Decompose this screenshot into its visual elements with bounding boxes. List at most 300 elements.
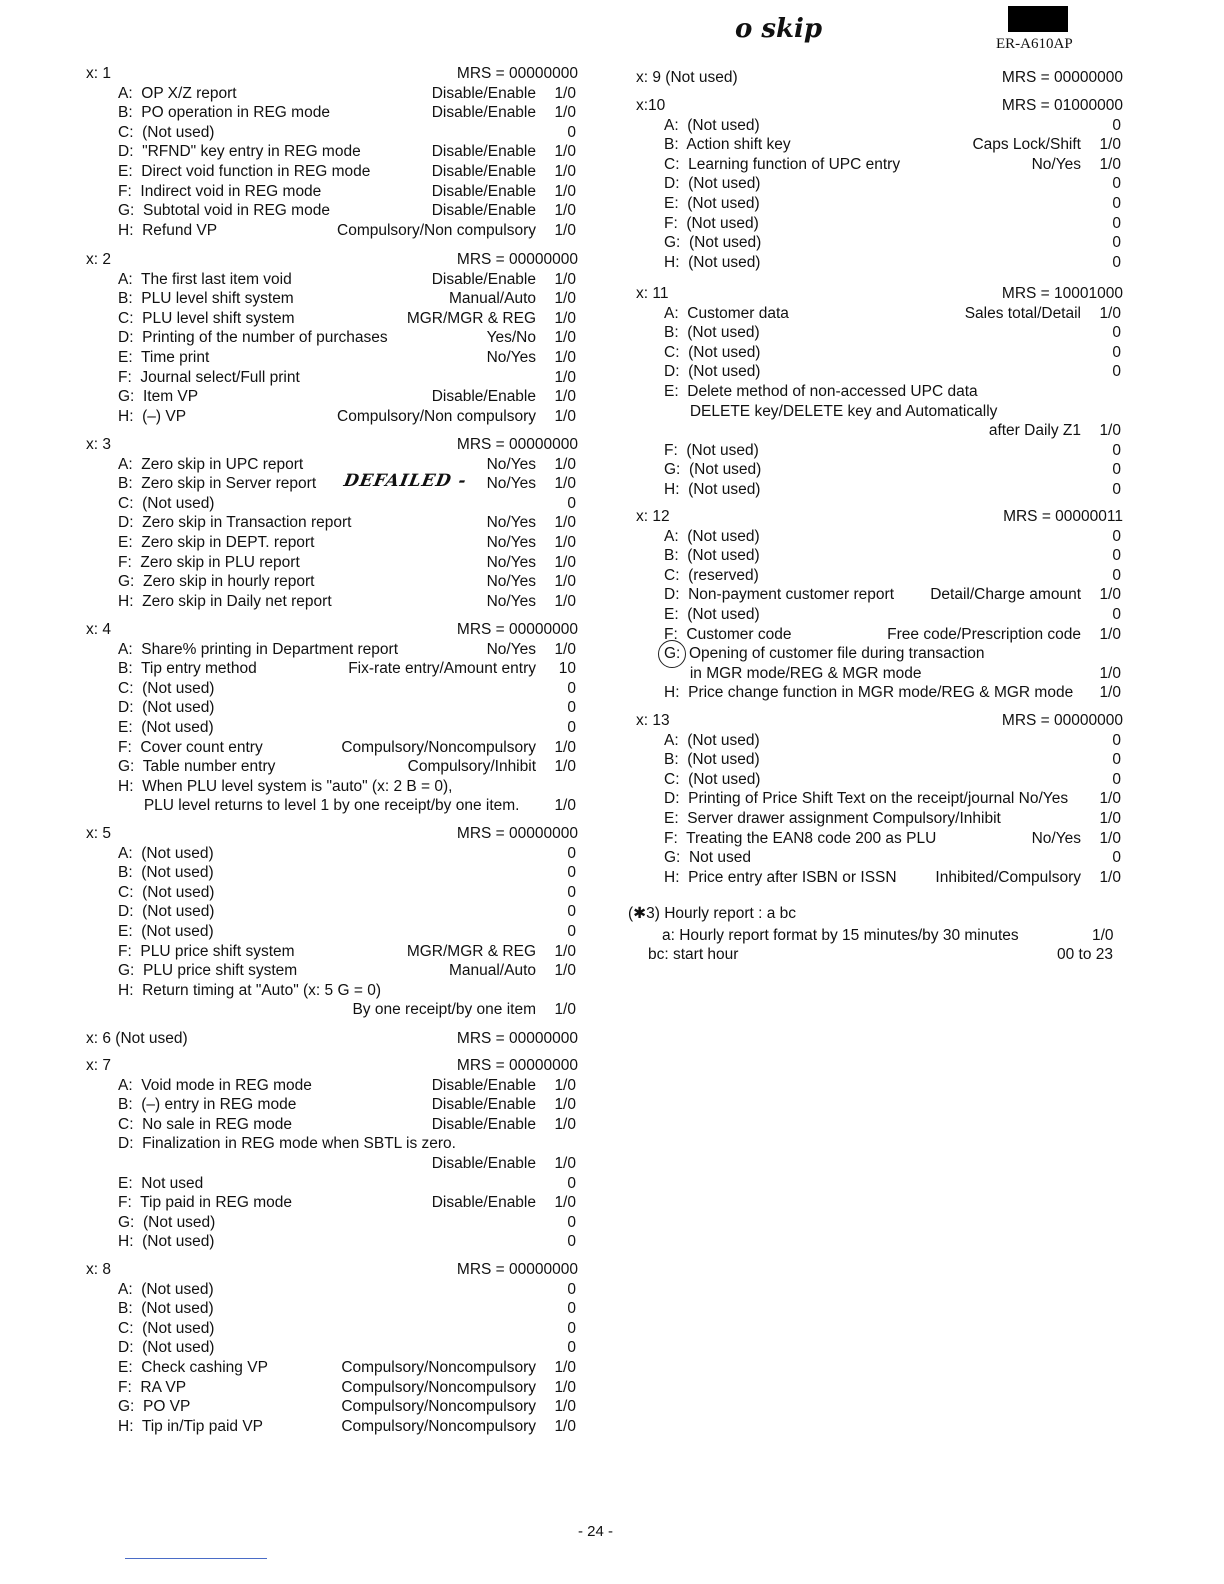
setting-label: H: Return timing at "Auto" (x: 5 G = 0): [118, 981, 381, 999]
setting-label: F: RA VP: [118, 1378, 187, 1396]
setting-label: A: The first last item void: [118, 270, 292, 288]
setting-row: [78, 1280, 578, 1300]
setting-value: 1/0: [1099, 304, 1121, 322]
setting-row: [78, 270, 578, 290]
section-id: x: 12: [636, 508, 670, 525]
setting-label: E: Server drawer assignment Compulsory/Inhibit: [664, 810, 1001, 827]
setting-value: 0: [567, 1319, 576, 1337]
setting-row: [628, 566, 1123, 586]
setting-row: [78, 961, 578, 981]
model-number: ER-A610AP: [996, 36, 1073, 52]
setting-row: [628, 382, 1123, 402]
setting-value: 0: [1112, 527, 1121, 545]
section-id: x: 8: [86, 1261, 111, 1278]
setting-row: [628, 809, 1123, 829]
setting-value: 1/0: [554, 1076, 576, 1094]
setting-value: 1/0: [554, 163, 576, 180]
setting-options: Disable/Enable: [431, 270, 536, 288]
setting-options: Disable/Enable: [431, 163, 536, 180]
setting-label: B: (–) entry in REG mode: [118, 1096, 297, 1114]
setting-label: D: (Not used): [664, 175, 761, 193]
setting-value: 0: [567, 1339, 576, 1357]
setting-label: D: Printing of Price Shift Text on the receipt/journal No/Yes: [664, 790, 1069, 808]
setting-options: No/Yes: [1031, 155, 1081, 173]
setting-label: D: "RFND" key entry in REG mode: [118, 143, 361, 161]
setting-row: [628, 174, 1123, 194]
setting-value: 0: [1112, 195, 1121, 212]
setting-value: 1/0: [1099, 155, 1121, 173]
setting-row: [78, 455, 578, 475]
setting-label: B: (Not used): [664, 324, 760, 342]
setting-value: 0: [567, 903, 576, 921]
section-id: x: 3: [86, 436, 111, 453]
setting-options: Fix-rate entry/Amount entry: [348, 660, 536, 678]
mrs-value: MRS = 01000000: [1001, 97, 1123, 114]
setting-value: 0: [1112, 770, 1121, 788]
section-id: x: 11: [636, 285, 669, 302]
mrs-value: MRS = 00000000: [1001, 712, 1123, 729]
setting-row: [628, 664, 1123, 684]
setting-row: [78, 348, 578, 368]
setting-label: C: (reserved): [664, 566, 759, 584]
setting-value: 1/0: [554, 640, 576, 658]
setting-row: [78, 757, 578, 777]
mrs-value: MRS = 00000000: [456, 65, 578, 82]
setting-options: No/Yes: [486, 455, 536, 473]
setting-row: [78, 679, 578, 699]
setting-value: 1/0: [1099, 625, 1121, 643]
setting-options: MGR/MGR & REG: [406, 309, 536, 327]
setting-value: 0: [567, 883, 576, 901]
setting-row: [628, 527, 1123, 547]
setting-label: A: OP X/Z report: [118, 84, 237, 102]
setting-label: B: (Not used): [118, 864, 214, 882]
setting-label: A: Customer data: [664, 304, 789, 322]
setting-row: [78, 738, 578, 758]
setting-label: H: Zero skip in Daily net report: [118, 592, 332, 610]
setting-row: [628, 362, 1123, 382]
setting-value: 0: [567, 844, 576, 862]
setting-label: C: (Not used): [118, 1319, 215, 1337]
setting-value: 1/0: [1099, 829, 1121, 847]
setting-row: [78, 368, 578, 388]
section-id: x: 4: [86, 621, 111, 638]
setting-row: [78, 221, 578, 241]
section-id: x: 9 (Not used): [636, 69, 738, 86]
setting-label: F: (Not used): [664, 441, 759, 459]
setting-label: H: Tip in/Tip paid VP: [118, 1417, 264, 1435]
setting-value: 1/0: [554, 1194, 576, 1212]
setting-options: Disable/Enable: [431, 143, 536, 161]
setting-row: [628, 402, 1123, 422]
setting-row: [628, 323, 1123, 343]
setting-row: [78, 796, 578, 816]
setting-options: Disable/Enable: [431, 388, 536, 406]
setting-options: No/Yes: [486, 349, 536, 366]
setting-label: D: (Not used): [664, 363, 761, 381]
setting-value: 0: [567, 679, 576, 697]
setting-row: [628, 116, 1123, 136]
mrs-value: MRS = 00000011: [1003, 508, 1123, 525]
setting-label: A: (Not used): [664, 731, 760, 749]
setting-row: [78, 844, 578, 864]
setting-row: [78, 123, 578, 143]
setting-label: E: (Not used): [664, 195, 760, 212]
setting-row: [628, 460, 1123, 480]
hourly-a-label: a: Hourly report format by 15 minutes/by 30 minutes: [662, 927, 1019, 944]
mrs-value: MRS = 00000000: [456, 1057, 578, 1074]
setting-row: [78, 162, 578, 182]
setting-label: F: Cover count entry: [118, 738, 263, 756]
setting-value: 1/0: [554, 1155, 576, 1172]
setting-options: Disable/Enable: [431, 182, 536, 200]
setting-label: A: Share% printing in Department report: [118, 640, 398, 658]
setting-row: [628, 480, 1123, 500]
setting-row: [628, 343, 1123, 363]
setting-label: C: (Not used): [118, 883, 215, 901]
setting-value: 0: [1112, 234, 1121, 252]
setting-row: [78, 387, 578, 407]
setting-row: [78, 718, 578, 738]
setting-value: 1/0: [554, 290, 576, 308]
setting-row: [78, 698, 578, 718]
setting-value: 0: [1112, 214, 1121, 232]
setting-label: F: Journal select/Full print: [118, 368, 300, 386]
setting-row: [78, 1213, 578, 1233]
setting-value: 1/0: [554, 942, 576, 960]
setting-value: 1/0: [554, 797, 576, 815]
setting-row: [628, 441, 1123, 461]
setting-row: [628, 848, 1123, 868]
setting-value: 1/0: [554, 573, 576, 591]
setting-options: No/Yes: [486, 514, 536, 532]
setting-options: Compulsory/Noncompulsory: [341, 1378, 536, 1396]
setting-value: 1/0: [554, 1359, 576, 1376]
hourly-a-value: 1/0: [1092, 927, 1114, 944]
setting-label: F: Treating the EAN8 code 200 as PLU: [664, 829, 937, 847]
setting-value: 1/0: [1099, 586, 1121, 604]
setting-options: Compulsory/Inhibit: [407, 758, 536, 776]
setting-options: MGR/MGR & REG: [406, 942, 536, 960]
setting-row: [78, 1358, 578, 1378]
setting-value: 0: [1112, 849, 1121, 867]
setting-value: 0: [567, 923, 576, 940]
setting-label: H: (Not used): [664, 481, 761, 498]
mrs-value: MRS = 00000000: [456, 251, 578, 268]
setting-label: D: Finalization in REG mode when SBTL is zero.: [118, 1135, 456, 1153]
setting-options: Free code/Prescription code: [887, 625, 1081, 643]
setting-value: 1/0: [554, 388, 576, 406]
setting-row: [78, 1232, 578, 1252]
setting-row: [628, 683, 1123, 703]
setting-options: Disable/Enable: [431, 1155, 536, 1172]
setting-value: 1/0: [554, 270, 576, 288]
setting-value: 1/0: [554, 143, 576, 161]
setting-row: [78, 513, 578, 533]
setting-value: 0: [1112, 751, 1121, 769]
setting-label: H: Price change function in MGR mode/REG & MGR mode: [664, 684, 1074, 702]
setting-value: 0: [567, 1233, 576, 1251]
section-id: x: 5: [86, 825, 111, 842]
setting-row: [78, 883, 578, 903]
setting-row: [628, 253, 1123, 273]
setting-value: 1/0: [554, 758, 576, 776]
setting-row: [78, 1154, 578, 1174]
setting-value: 0: [1112, 363, 1121, 381]
setting-label: F: PLU price shift system: [118, 942, 295, 960]
setting-value: 1/0: [554, 368, 576, 386]
setting-options: Manual/Auto: [448, 290, 536, 308]
setting-options: No/Yes: [1031, 829, 1081, 847]
setting-value: 1/0: [554, 104, 576, 122]
underline-mark: [125, 1558, 267, 1559]
setting-label: F: Indirect void in REG mode: [118, 182, 322, 200]
setting-options: Disable/Enable: [431, 1115, 536, 1133]
setting-row: [78, 474, 578, 494]
setting-label: D: Printing of the number of purchases: [118, 329, 388, 347]
handwritten-skip-note: o skip: [735, 14, 823, 44]
setting-label: C: (Not used): [664, 343, 761, 361]
setting-row: [628, 155, 1123, 175]
setting-label: F: Tip paid in REG mode: [118, 1194, 293, 1212]
setting-options: Compulsory/Noncompulsory: [341, 738, 536, 756]
setting-row: [628, 585, 1123, 605]
setting-row: [628, 233, 1123, 253]
setting-row: [78, 289, 578, 309]
setting-value: 0: [1112, 547, 1121, 565]
setting-value: 0: [567, 1300, 576, 1318]
setting-label: B: (Not used): [118, 1300, 214, 1318]
setting-label: D: Zero skip in Transaction report: [118, 514, 352, 532]
setting-row: [628, 731, 1123, 751]
setting-label: G: Not used: [664, 849, 752, 867]
handwritten-defailed-note: DEFAILED -: [342, 471, 469, 491]
setting-options: Compulsory/Noncompulsory: [341, 1417, 536, 1435]
setting-label: B: PLU level shift system: [118, 290, 294, 308]
setting-row: [628, 770, 1123, 790]
setting-value: 1/0: [554, 202, 576, 220]
setting-value: 1/0: [554, 475, 576, 493]
setting-label: B: PO operation in REG mode: [118, 104, 330, 122]
setting-row: [78, 1115, 578, 1135]
setting-label: C: (Not used): [118, 494, 215, 512]
setting-label: C: (Not used): [118, 679, 215, 697]
section-header: [78, 1260, 578, 1280]
page-number: - 24 -: [578, 1523, 614, 1540]
redaction-bar: [1008, 6, 1068, 32]
setting-label: F: Zero skip in PLU report: [118, 553, 300, 571]
mrs-value: MRS = 10001000: [1001, 285, 1123, 302]
setting-row: [78, 572, 578, 592]
section-header: [78, 1056, 578, 1076]
setting-value: 0: [1112, 116, 1121, 134]
setting-options: Disable/Enable: [431, 104, 536, 122]
setting-label: E: (Not used): [118, 923, 214, 940]
setting-value: 1/0: [554, 1115, 576, 1133]
setting-label: G: PO VP: [118, 1398, 191, 1416]
setting-options: Disable/Enable: [431, 1076, 536, 1094]
setting-value: 1/0: [554, 221, 576, 239]
setting-label: G: Item VP: [118, 388, 199, 406]
setting-value: 1/0: [554, 962, 576, 980]
setting-options: after Daily Z1: [988, 422, 1081, 440]
setting-value: 0: [567, 699, 576, 717]
setting-label: H: (Not used): [118, 1233, 215, 1251]
setting-row: [78, 1076, 578, 1096]
setting-row: [628, 135, 1123, 155]
setting-label: PLU level returns to level 1 by one receipt/by one item.: [118, 797, 520, 815]
setting-row: [78, 407, 578, 427]
setting-options: Disable/Enable: [431, 202, 536, 220]
setting-value: 0: [1112, 566, 1121, 584]
setting-label: C: No sale in REG mode: [118, 1115, 293, 1133]
setting-label: A: (Not used): [118, 844, 214, 862]
setting-value: 0: [567, 864, 576, 882]
setting-options: Compulsory/Noncompulsory: [341, 1359, 536, 1376]
setting-options: Disable/Enable: [431, 1096, 536, 1114]
setting-options: No/Yes: [486, 553, 536, 571]
setting-label: G: (Not used): [664, 234, 762, 252]
setting-value: 1/0: [1099, 684, 1121, 702]
section-header: [78, 620, 578, 640]
setting-value: 0: [567, 123, 576, 141]
setting-options: Disable/Enable: [431, 84, 536, 102]
setting-row: [628, 750, 1123, 770]
setting-value: 0: [1112, 175, 1121, 193]
setting-options: Sales total/Detail: [964, 304, 1081, 322]
setting-row: [78, 553, 578, 573]
setting-row: [628, 214, 1123, 234]
setting-label: B: (Not used): [664, 547, 760, 565]
setting-value: 1/0: [554, 84, 576, 102]
setting-value: 0: [567, 1280, 576, 1298]
setting-label: D: (Not used): [118, 1339, 215, 1357]
setting-row: [78, 494, 578, 514]
setting-label: A: Void mode in REG mode: [118, 1076, 312, 1094]
setting-value: 1/0: [1099, 422, 1121, 440]
setting-row: [628, 421, 1123, 441]
setting-options: Compulsory/Non compulsory: [337, 221, 536, 239]
setting-label: C: PLU level shift system: [118, 309, 295, 327]
setting-value: 0: [1112, 606, 1121, 623]
setting-value: 1/0: [554, 182, 576, 200]
setting-options: No/Yes: [486, 475, 536, 493]
setting-value: 1/0: [1099, 790, 1121, 808]
mrs-value: MRS = 00000000: [456, 825, 578, 842]
setting-label: D: (Not used): [118, 699, 215, 717]
setting-options: Disable/Enable: [431, 1194, 536, 1212]
setting-value: 0: [567, 494, 576, 512]
setting-row: [78, 981, 578, 1001]
setting-row: [628, 625, 1123, 645]
section-header: [628, 68, 1123, 88]
setting-value: 0: [1112, 343, 1121, 361]
section-id: x: 2: [86, 251, 111, 268]
setting-label: G: Table number entry: [118, 758, 276, 776]
section-header: [628, 96, 1123, 116]
setting-row: [78, 103, 578, 123]
setting-label: E: (Not used): [664, 606, 760, 623]
setting-row: [78, 942, 578, 962]
setting-label: E: (Not used): [118, 719, 214, 736]
setting-label: H: When PLU level system is "auto" (x: 2 B = 0),: [118, 777, 453, 795]
setting-row: [78, 902, 578, 922]
setting-options: Compulsory/Non compulsory: [337, 407, 536, 425]
setting-row: [78, 309, 578, 329]
setting-options: Yes/No: [486, 329, 536, 347]
setting-row: [628, 194, 1123, 214]
setting-row: [628, 644, 1123, 664]
setting-label: A: (Not used): [664, 116, 760, 134]
setting-label: H: (Not used): [664, 253, 761, 271]
setting-label: G: Zero skip in hourly report: [118, 573, 315, 591]
setting-label: C: Learning function of UPC entry: [664, 155, 901, 173]
setting-value: 1/0: [554, 1378, 576, 1396]
setting-value: 10: [558, 660, 576, 678]
setting-label: E: Direct void function in REG mode: [118, 163, 371, 180]
setting-label: D: Non-payment customer report: [664, 586, 895, 604]
setting-value: 1/0: [554, 534, 576, 551]
section-header: [78, 435, 578, 455]
setting-label: H: Price entry after ISBN or ISSN: [664, 868, 897, 886]
setting-label: G: Opening of customer file during transaction: [664, 645, 985, 663]
setting-value: 1/0: [1099, 868, 1121, 886]
setting-value: 1/0: [554, 1417, 576, 1435]
setting-row: [628, 868, 1123, 888]
setting-value: 1/0: [554, 1398, 576, 1416]
setting-value: 1/0: [554, 553, 576, 571]
setting-value: 1/0: [554, 309, 576, 327]
setting-label: E: Not used: [118, 1174, 204, 1192]
setting-label: B: (Not used): [664, 751, 760, 769]
setting-row: [78, 1134, 578, 1154]
mrs-value: MRS = 00000000: [456, 1030, 578, 1047]
setting-row: [78, 84, 578, 104]
setting-label: A: (Not used): [118, 1280, 214, 1298]
section-header: [78, 824, 578, 844]
setting-value: 0: [1112, 481, 1121, 498]
setting-row: [78, 659, 578, 679]
setting-row: [78, 1299, 578, 1319]
setting-row: [628, 605, 1123, 625]
setting-row: [78, 533, 578, 553]
setting-row: [78, 1378, 578, 1398]
setting-row: [78, 863, 578, 883]
section-header: [78, 250, 578, 270]
setting-value: 0: [1112, 461, 1121, 479]
setting-row: [78, 201, 578, 221]
setting-options: Inhibited/Compulsory: [935, 868, 1081, 886]
setting-label: E: Zero skip in DEPT. report: [118, 534, 315, 551]
setting-label: F: (Not used): [664, 214, 759, 232]
setting-row: [78, 1174, 578, 1194]
setting-label: F: Customer code: [664, 625, 792, 643]
setting-row: [78, 922, 578, 942]
setting-row: [78, 1193, 578, 1213]
setting-row: [78, 1338, 578, 1358]
setting-row: [78, 1319, 578, 1339]
mrs-value: MRS = 00000000: [456, 1261, 578, 1278]
setting-value: 1/0: [554, 738, 576, 756]
setting-label: in MGR mode/REG & MGR mode: [664, 664, 922, 682]
setting-label: B: Zero skip in Server report: [118, 475, 317, 493]
setting-row: [628, 304, 1123, 324]
section-header: [78, 64, 578, 84]
setting-label: G: (Not used): [664, 461, 762, 479]
section-id: x: 6 (Not used): [86, 1030, 188, 1047]
setting-value: 1/0: [554, 592, 576, 610]
setting-row: [78, 640, 578, 660]
